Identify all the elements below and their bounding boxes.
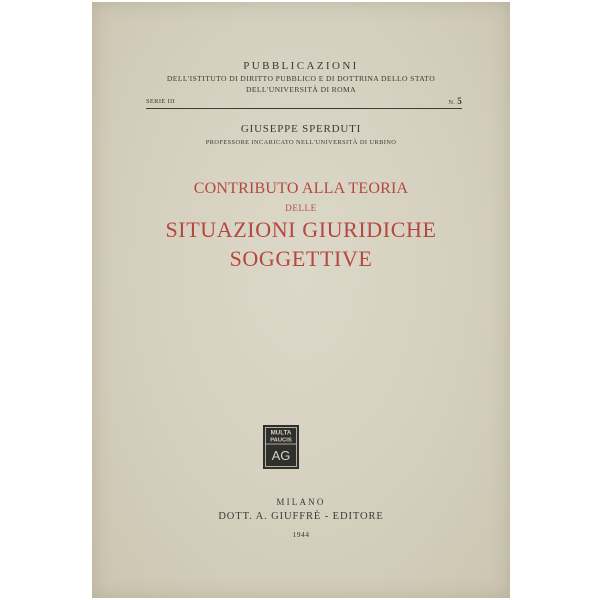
- logo-motto-2: PAUCIS: [270, 437, 292, 444]
- author-name: GIUSEPPE SPERDUTI: [240, 123, 362, 135]
- number-prefix: N.: [448, 99, 456, 106]
- series-row: [146, 96, 462, 108]
- publisher-logo: [263, 425, 299, 469]
- university-name: DELL'UNIVERSITÀ DI ROMA: [245, 85, 357, 94]
- series-label: SERIE III: [146, 98, 175, 105]
- author-affiliation: PROFESSORE INCARICATO NELL'UNIVERSITÀ DI URBINO: [205, 139, 397, 146]
- logo-monogram: AG: [271, 448, 291, 463]
- title-line-3: SITUAZIONI GIURIDICHE: [165, 217, 437, 242]
- book-cover: [92, 2, 510, 598]
- imprint-publisher: DOTT. A. GIUFFRÈ - EDITORE: [218, 511, 384, 522]
- publication-series-title: PUBBLICAZIONI: [243, 60, 359, 72]
- series-number: [448, 96, 462, 106]
- number-value: 5: [457, 96, 462, 106]
- header-divider: [146, 108, 462, 109]
- title-line-1: CONTRIBUTO ALLA TEORIA: [193, 180, 409, 197]
- title-line-4: SOGGETTIVE: [229, 246, 373, 271]
- title-line-2: DELLE: [285, 203, 317, 213]
- logo-motto-1: MULTA: [270, 429, 292, 437]
- imprint-city: MILANO: [276, 497, 326, 507]
- imprint-year: 1944: [292, 530, 310, 539]
- institute-name: DELL'ISTITUTO DI DIRITTO PUBBLICO E DI DOTTRINA DELLO STATO: [166, 74, 436, 83]
